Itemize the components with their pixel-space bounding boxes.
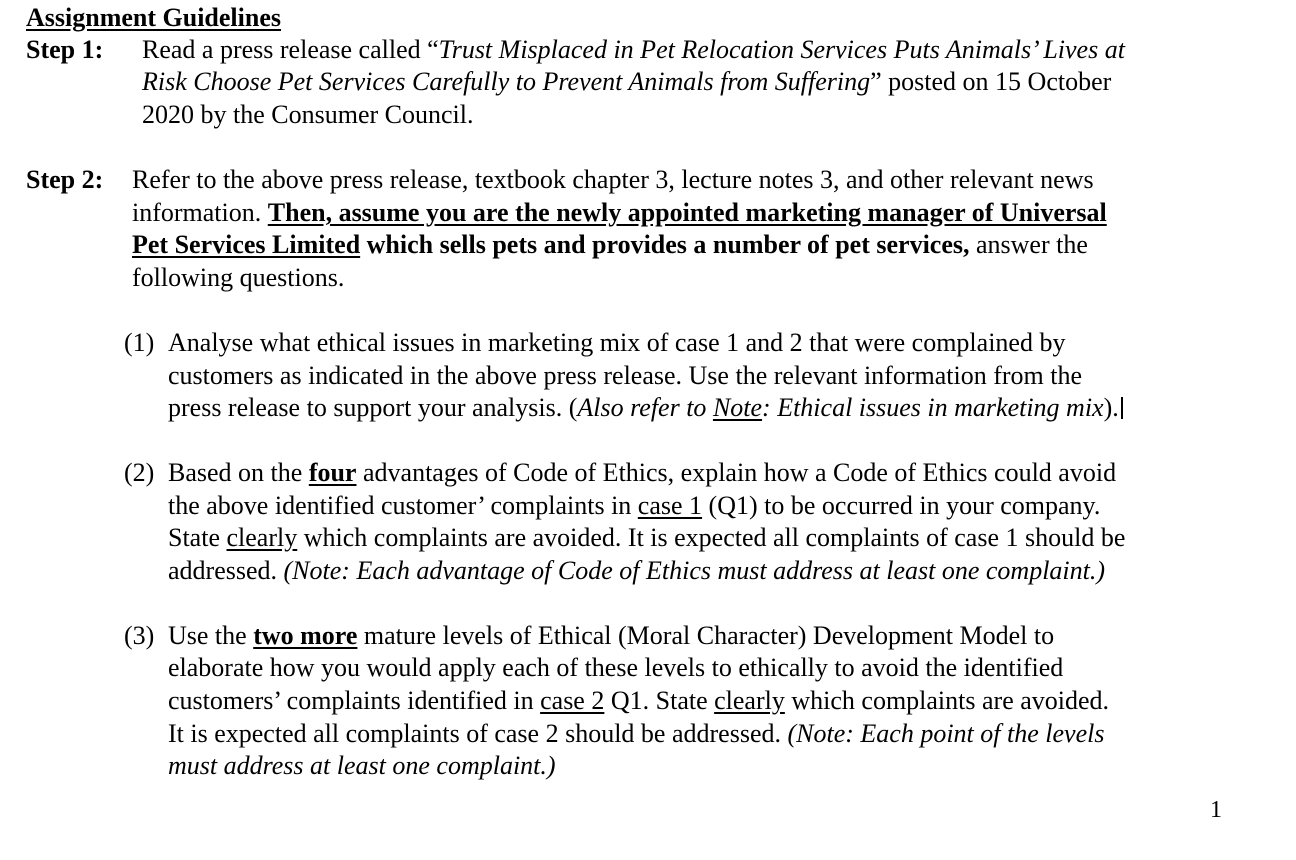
q2-line-4-text: addressed. xyxy=(168,556,284,585)
q3-clearly: clearly xyxy=(714,686,785,715)
question-3-line-3 xyxy=(168,685,1109,717)
step-1-line-2 xyxy=(142,66,1111,98)
question-3-line-4 xyxy=(168,718,1104,750)
company-name: Pet Services Limited xyxy=(132,230,361,259)
q3-case-2: case 2 xyxy=(540,686,605,715)
question-1-line-2: customers as indicated in the above press release. Use the relevant information from the xyxy=(168,361,1083,390)
step-1-line-1-text: Read a press release called “ xyxy=(142,35,439,64)
question-2-line-4 xyxy=(168,555,1105,587)
question-3-line-1 xyxy=(168,620,1054,652)
step-2-label: Step 2: xyxy=(26,165,104,194)
question-1-line-3 xyxy=(168,392,1123,424)
question-2-line-1 xyxy=(168,457,1116,489)
q2-clearly: clearly xyxy=(226,523,298,552)
step-2-line-2 xyxy=(132,197,1107,229)
q2-line-2-text-a: the above identified customer’ complaints in xyxy=(168,491,638,520)
q3-line-3-text-a: customers’ complaints identified in xyxy=(168,686,541,715)
q1-note-label: Note xyxy=(712,393,763,422)
q1-note-text: : Ethical issues in marketing mix xyxy=(762,393,1104,422)
question-1-line-1: Analyse what ethical issues in marketing mix of case 1 and 2 that were complained by xyxy=(168,328,1066,357)
press-release-title-part-2: Risk Choose Pet Services Carefully to Prevent Animals from Suffering xyxy=(142,67,871,96)
page-number: 1 xyxy=(1210,797,1222,823)
question-3-number: (3) xyxy=(124,621,155,650)
question-2-line-3 xyxy=(168,522,1125,554)
question-3-line-2: elaborate how you would apply each of these levels to ethically to avoid the identified xyxy=(168,653,1064,682)
question-2-number: (2) xyxy=(124,458,155,487)
step-2-emphasis-1: Then, assume you are the newly appointed marketing manager of Universal xyxy=(267,198,1107,227)
document-title: Assignment Guidelines xyxy=(26,3,281,32)
q1-note-prefix: Also refer to xyxy=(577,393,713,422)
q2-emphasis-four: four xyxy=(308,458,357,487)
q2-case-1: case 1 xyxy=(637,491,703,520)
q1-note-close: ). xyxy=(1103,393,1119,422)
step-2-line-4: following questions. xyxy=(132,263,345,292)
step-2-line-3-text: answer the xyxy=(969,230,1088,259)
step-2-line-1: Refer to the above press release, textbook chapter 3, lecture notes 3, and other relevant news xyxy=(132,165,1094,194)
q3-line-4-text: It is expected all complaints of case 2 should be addressed. xyxy=(168,719,788,748)
q2-note: (Note: Each advantage of Code of Ethics must address at least one complaint.) xyxy=(283,556,1106,585)
press-release-title-part-1: Trust Misplaced in Pet Relocation Services Puts Animals’ Lives at xyxy=(438,35,1125,64)
q1-line-3-text: press release to support your analysis. ( xyxy=(168,393,578,422)
step-1-line-2-text: ” posted on 15 October xyxy=(870,67,1112,96)
q3-line-3-text-c: which complaints are avoided. xyxy=(784,686,1110,715)
q3-line-1-text-b: mature levels of Ethical (Moral Character) Development Model to xyxy=(357,621,1055,650)
question-2-line-2 xyxy=(168,490,1100,522)
step-1-line-3: 2020 by the Consumer Council. xyxy=(142,100,474,129)
step-1-label: Step 1: xyxy=(26,35,104,64)
text-cursor xyxy=(1121,397,1123,419)
q3-note-part-1: (Note: Each point of the levels xyxy=(787,719,1105,748)
q2-line-1-text-b: advantages of Code of Ethics, explain how a Code of Ethics could avoid xyxy=(356,458,1117,487)
q3-emphasis-two-more: two more xyxy=(253,621,358,650)
step-1-line-1 xyxy=(142,34,1125,66)
q2-line-3-text-b: which complaints are avoided. It is expected all complaints of case 1 should be xyxy=(297,523,1126,552)
step-2-emphasis-2: which sells pets and provides a number of pet services, xyxy=(360,230,970,259)
q2-line-2-text-b: (Q1) to be occurred in your company. xyxy=(702,491,1101,520)
q3-line-3-text-b: Q1. State xyxy=(604,686,715,715)
step-2-line-3 xyxy=(132,229,1088,261)
q2-line-3-text-a: State xyxy=(168,523,227,552)
q2-line-1-text-a: Based on the xyxy=(168,458,309,487)
step-2-line-2-text: information. xyxy=(132,198,268,227)
question-1-number: (1) xyxy=(124,328,155,357)
question-3-line-5: must address at least one complaint.) xyxy=(168,751,556,780)
q3-line-1-text-a: Use the xyxy=(168,621,254,650)
